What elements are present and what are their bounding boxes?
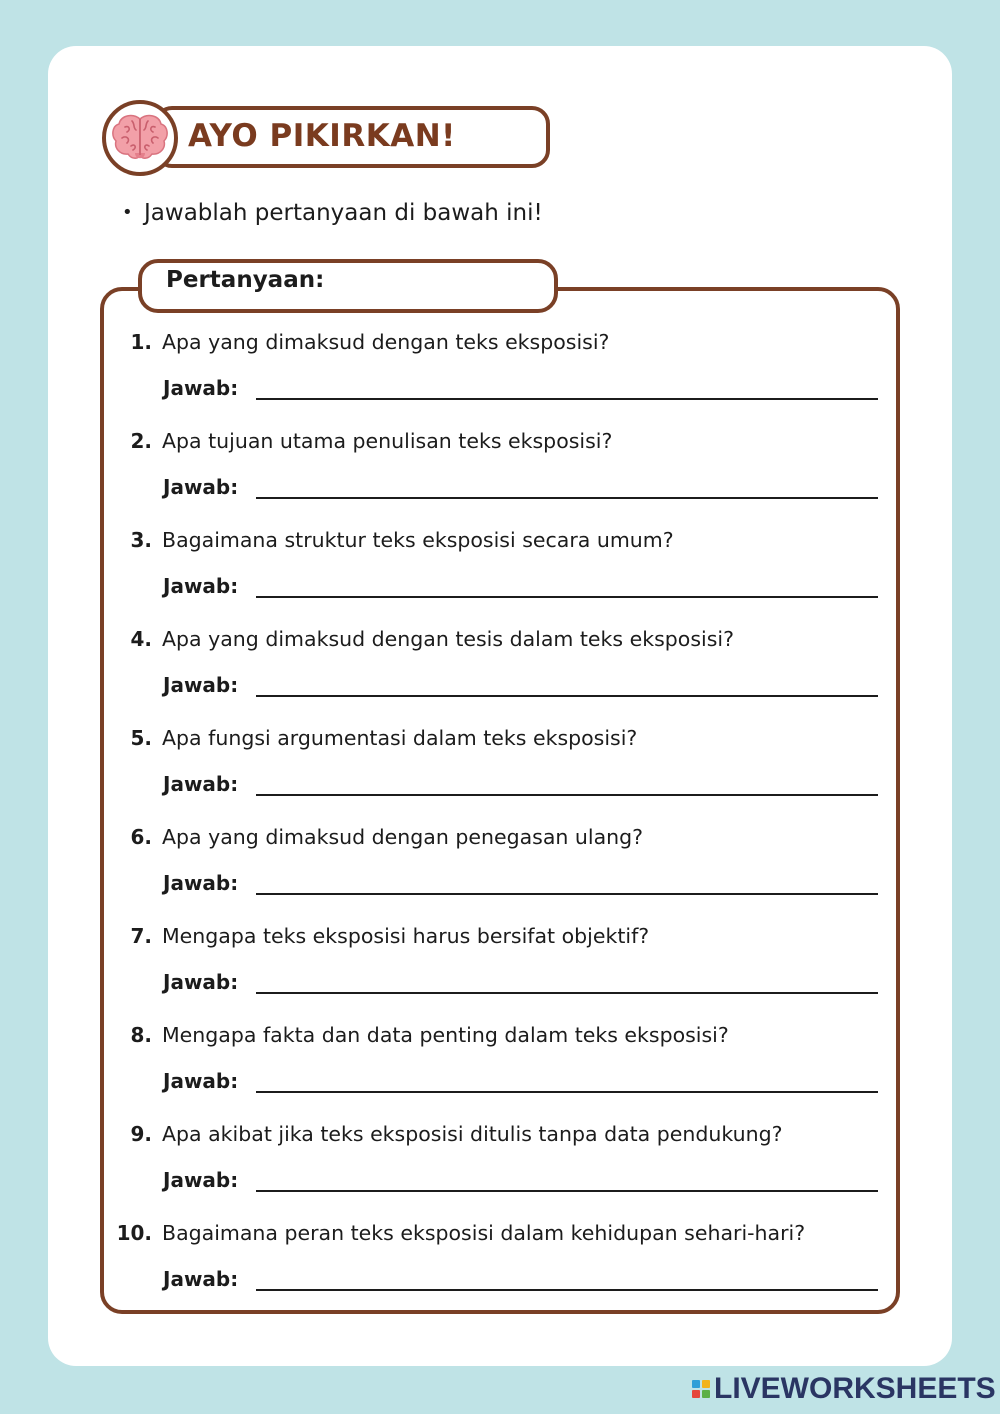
question-number: 5.	[130, 726, 152, 750]
answer-input[interactable]	[256, 1067, 878, 1093]
question-text: Apa tujuan utama penulisan teks eksposisi?	[162, 429, 613, 453]
answer-label: Jawab:	[163, 1168, 239, 1192]
answer-label: Jawab:	[163, 772, 239, 796]
question-text: Mengapa teks eksposisi harus bersifat objektif?	[162, 924, 650, 948]
question-item	[0, 726, 1000, 825]
question-text: Apa akibat jika teks eksposisi ditulis tanpa data pendukung?	[162, 1122, 783, 1146]
question-text: Apa yang dimaksud dengan penegasan ulang?	[162, 825, 644, 849]
question-number: 6.	[130, 825, 152, 849]
question-text: Apa yang dimaksud dengan teks eksposisi?	[162, 330, 610, 354]
question-number: 4.	[130, 627, 152, 651]
question-text: Mengapa fakta dan data penting dalam teks eksposisi?	[162, 1023, 729, 1047]
question-text: Apa fungsi argumentasi dalam teks eksposisi?	[162, 726, 638, 750]
question-number: 2.	[130, 429, 152, 453]
answer-label: Jawab:	[163, 673, 239, 697]
question-text: Bagaimana struktur teks eksposisi secara umum?	[162, 528, 674, 552]
answer-label: Jawab:	[163, 1267, 239, 1291]
answer-input[interactable]	[256, 473, 878, 499]
question-number: 1.	[130, 330, 152, 354]
instruction-line	[122, 200, 543, 226]
answer-label: Jawab:	[163, 970, 239, 994]
answer-input[interactable]	[256, 869, 878, 895]
answer-input[interactable]	[256, 770, 878, 796]
answer-input[interactable]	[256, 1265, 878, 1291]
question-item	[0, 429, 1000, 528]
question-number: 8.	[130, 1023, 152, 1047]
questions-label: Pertanyaan:	[166, 267, 325, 293]
instruction-text: Jawablah pertanyaan di bawah ini!	[144, 200, 543, 226]
bullet-icon: •	[122, 202, 133, 223]
answer-label: Jawab:	[163, 871, 239, 895]
answer-label: Jawab:	[163, 475, 239, 499]
liveworksheets-logo[interactable]	[692, 1372, 996, 1406]
logo-mark-icon	[692, 1380, 710, 1398]
question-item	[0, 1122, 1000, 1221]
question-number: 9.	[130, 1122, 152, 1146]
logo-text: LIVEWORKSHEETS	[714, 1372, 996, 1405]
answer-label: Jawab:	[163, 376, 239, 400]
answer-label: Jawab:	[163, 1069, 239, 1093]
question-item	[0, 330, 1000, 429]
question-item	[0, 924, 1000, 1023]
answer-input[interactable]	[256, 968, 878, 994]
answer-input[interactable]	[256, 572, 878, 598]
question-number: 10.	[116, 1221, 152, 1245]
brain-icon	[102, 100, 178, 176]
answer-label: Jawab:	[163, 574, 239, 598]
question-item	[0, 1023, 1000, 1122]
question-number: 3.	[130, 528, 152, 552]
question-text: Bagaimana peran teks eksposisi dalam kehidupan sehari-hari?	[162, 1221, 806, 1245]
question-number: 7.	[130, 924, 152, 948]
question-item	[0, 528, 1000, 627]
answer-input[interactable]	[256, 374, 878, 400]
question-text: Apa yang dimaksud dengan tesis dalam teks eksposisi?	[162, 627, 734, 651]
question-item	[0, 825, 1000, 924]
page-title: AYO PIKIRKAN!	[188, 118, 456, 154]
answer-input[interactable]	[256, 1166, 878, 1192]
question-item	[0, 1221, 1000, 1320]
question-item	[0, 627, 1000, 726]
answer-input[interactable]	[256, 671, 878, 697]
